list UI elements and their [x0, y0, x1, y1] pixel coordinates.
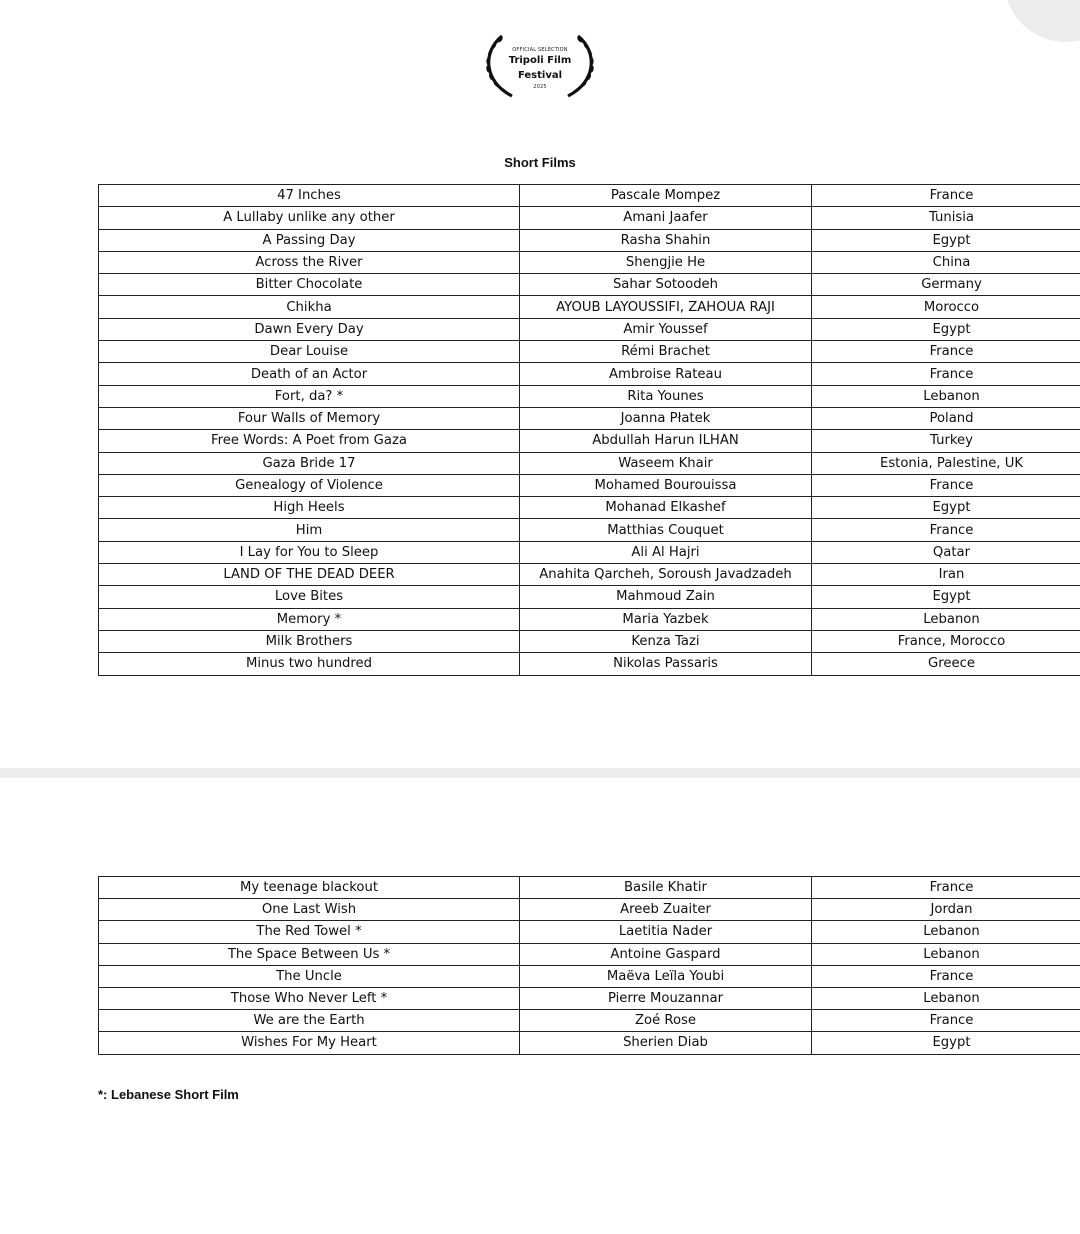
table-row [99, 564, 1080, 586]
country-cell: Lebanon [812, 943, 1080, 965]
director-cell: Rasha Shahin [520, 229, 812, 251]
director-cell: Ali Al Hajri [520, 541, 812, 563]
films-table-page-2 [98, 876, 1080, 1055]
table-row [99, 385, 1080, 407]
country-cell: Greece [812, 653, 1080, 675]
table-row [99, 341, 1080, 363]
country-cell: France [812, 965, 1080, 987]
country-cell: Iran [812, 564, 1080, 586]
table-row [99, 430, 1080, 452]
laurel-wreath-icon [478, 30, 602, 104]
film-title-cell: A Lullaby unlike any other [99, 207, 520, 229]
country-cell: France [812, 877, 1080, 899]
table-row [99, 921, 1080, 943]
director-cell: Matthias Couquet [520, 519, 812, 541]
country-cell: Egypt [812, 586, 1080, 608]
director-cell: Amir Youssef [520, 318, 812, 340]
country-cell: Jordan [812, 899, 1080, 921]
film-title-cell: Those Who Never Left * [99, 987, 520, 1009]
table-row [99, 229, 1080, 251]
film-title-cell: I Lay for You to Sleep [99, 541, 520, 563]
country-cell: Morocco [812, 296, 1080, 318]
country-cell: Qatar [812, 541, 1080, 563]
country-cell: Estonia, Palestine, UK [812, 452, 1080, 474]
country-cell: France [812, 341, 1080, 363]
film-title-cell: Bitter Chocolate [99, 274, 520, 296]
logo-year: 2025 [533, 84, 547, 90]
director-cell: AYOUB LAYOUSSIFI, ZAHOUA RAJI [520, 296, 812, 318]
films-table-2-body [99, 877, 1080, 1055]
director-cell: Sahar Sotoodeh [520, 274, 812, 296]
film-title-cell: Dear Louise [99, 341, 520, 363]
film-title-cell: My teenage blackout [99, 877, 520, 899]
director-cell: Ambroise Rateau [520, 363, 812, 385]
director-cell: Antoine Gaspard [520, 943, 812, 965]
director-cell: Basile Khatir [520, 877, 812, 899]
table-row [99, 653, 1080, 675]
film-title-cell: Across the River [99, 251, 520, 273]
director-cell: Rémi Brachet [520, 341, 812, 363]
director-cell: Maëva Leïla Youbi [520, 965, 812, 987]
table-row [99, 987, 1080, 1009]
director-cell: Sherien Diab [520, 1032, 812, 1054]
film-title-cell: The Red Towel * [99, 921, 520, 943]
logo-festival-name-line1: Tripoli Film [508, 55, 572, 66]
film-title-cell: Memory * [99, 608, 520, 630]
film-title-cell: Fort, da? * [99, 385, 520, 407]
footnote: *: Lebanese Short Film [98, 1087, 239, 1102]
director-cell: Pascale Mompez [520, 185, 812, 207]
film-title-cell: Wishes For My Heart [99, 1032, 520, 1054]
film-title-cell: Death of an Actor [99, 363, 520, 385]
table-row [99, 586, 1080, 608]
film-title-cell: Genealogy of Violence [99, 474, 520, 496]
film-title-cell: Dawn Every Day [99, 318, 520, 340]
country-cell: China [812, 251, 1080, 273]
director-cell: Waseem Khair [520, 452, 812, 474]
films-table-1-body [99, 185, 1080, 676]
table-row [99, 1032, 1080, 1054]
director-cell: Areeb Zuaiter [520, 899, 812, 921]
logo-official-selection: OFFICIAL SELECTION [512, 47, 568, 53]
table-row [99, 207, 1080, 229]
director-cell: Pierre Mouzannar [520, 987, 812, 1009]
country-cell: France [812, 185, 1080, 207]
table-row [99, 943, 1080, 965]
table-row [99, 407, 1080, 429]
film-title-cell: High Heels [99, 497, 520, 519]
country-cell: France [812, 519, 1080, 541]
film-title-cell: One Last Wish [99, 899, 520, 921]
film-title-cell: The Space Between Us * [99, 943, 520, 965]
country-cell: France, Morocco [812, 630, 1080, 652]
film-title-cell: Minus two hundred [99, 653, 520, 675]
film-title-cell: Him [99, 519, 520, 541]
director-cell: Shengjie He [520, 251, 812, 273]
table-row [99, 185, 1080, 207]
director-cell: Amani Jaafer [520, 207, 812, 229]
table-row [99, 497, 1080, 519]
film-title-cell: Free Words: A Poet from Gaza [99, 430, 520, 452]
table-row [99, 318, 1080, 340]
country-cell: Turkey [812, 430, 1080, 452]
film-title-cell: Gaza Bride 17 [99, 452, 520, 474]
film-title-cell: We are the Earth [99, 1010, 520, 1032]
films-table-page-1 [98, 184, 1080, 676]
table-row [99, 1010, 1080, 1032]
film-title-cell: A Passing Day [99, 229, 520, 251]
director-cell: Rita Younes [520, 385, 812, 407]
film-title-cell: The Uncle [99, 965, 520, 987]
director-cell: Abdullah Harun ILHAN [520, 430, 812, 452]
film-title-cell: Four Walls of Memory [99, 407, 520, 429]
film-title-cell: 47 Inches [99, 185, 520, 207]
table-row [99, 363, 1080, 385]
director-cell: Anahita Qarcheh, Soroush Javadzadeh [520, 564, 812, 586]
film-title-cell: LAND OF THE DEAD DEER [99, 564, 520, 586]
country-cell: France [812, 363, 1080, 385]
table-row [99, 274, 1080, 296]
table-row [99, 965, 1080, 987]
table-row [99, 608, 1080, 630]
table-row [99, 519, 1080, 541]
country-cell: Egypt [812, 318, 1080, 340]
country-cell: Egypt [812, 1032, 1080, 1054]
festival-laurel-logo [478, 30, 602, 104]
director-cell: Maria Yazbek [520, 608, 812, 630]
country-cell: Egypt [812, 497, 1080, 519]
table-row [99, 452, 1080, 474]
country-cell: Lebanon [812, 608, 1080, 630]
page-separator [0, 768, 1080, 778]
director-cell: Laetitia Nader [520, 921, 812, 943]
table-row [99, 296, 1080, 318]
director-cell: Joanna Płatek [520, 407, 812, 429]
director-cell: Mohamed Bourouissa [520, 474, 812, 496]
country-cell: France [812, 1010, 1080, 1032]
director-cell: Mahmoud Zain [520, 586, 812, 608]
country-cell: Lebanon [812, 385, 1080, 407]
director-cell: Kenza Tazi [520, 630, 812, 652]
table-row [99, 251, 1080, 273]
table-row [99, 877, 1080, 899]
director-cell: Zoé Rose [520, 1010, 812, 1032]
logo-festival-name-line2: Festival [517, 70, 563, 81]
country-cell: Germany [812, 274, 1080, 296]
section-title: Short Films [504, 155, 576, 170]
director-cell: Mohanad Elkashef [520, 497, 812, 519]
film-title-cell: Chikha [99, 296, 520, 318]
country-cell: Lebanon [812, 921, 1080, 943]
table-row [99, 899, 1080, 921]
country-cell: Tunisia [812, 207, 1080, 229]
director-cell: Nikolas Passaris [520, 653, 812, 675]
country-cell: Poland [812, 407, 1080, 429]
country-cell: Lebanon [812, 987, 1080, 1009]
country-cell: Egypt [812, 229, 1080, 251]
country-cell: France [812, 474, 1080, 496]
film-title-cell: Love Bites [99, 586, 520, 608]
table-row [99, 541, 1080, 563]
film-title-cell: Milk Brothers [99, 630, 520, 652]
table-row [99, 474, 1080, 496]
table-row [99, 630, 1080, 652]
